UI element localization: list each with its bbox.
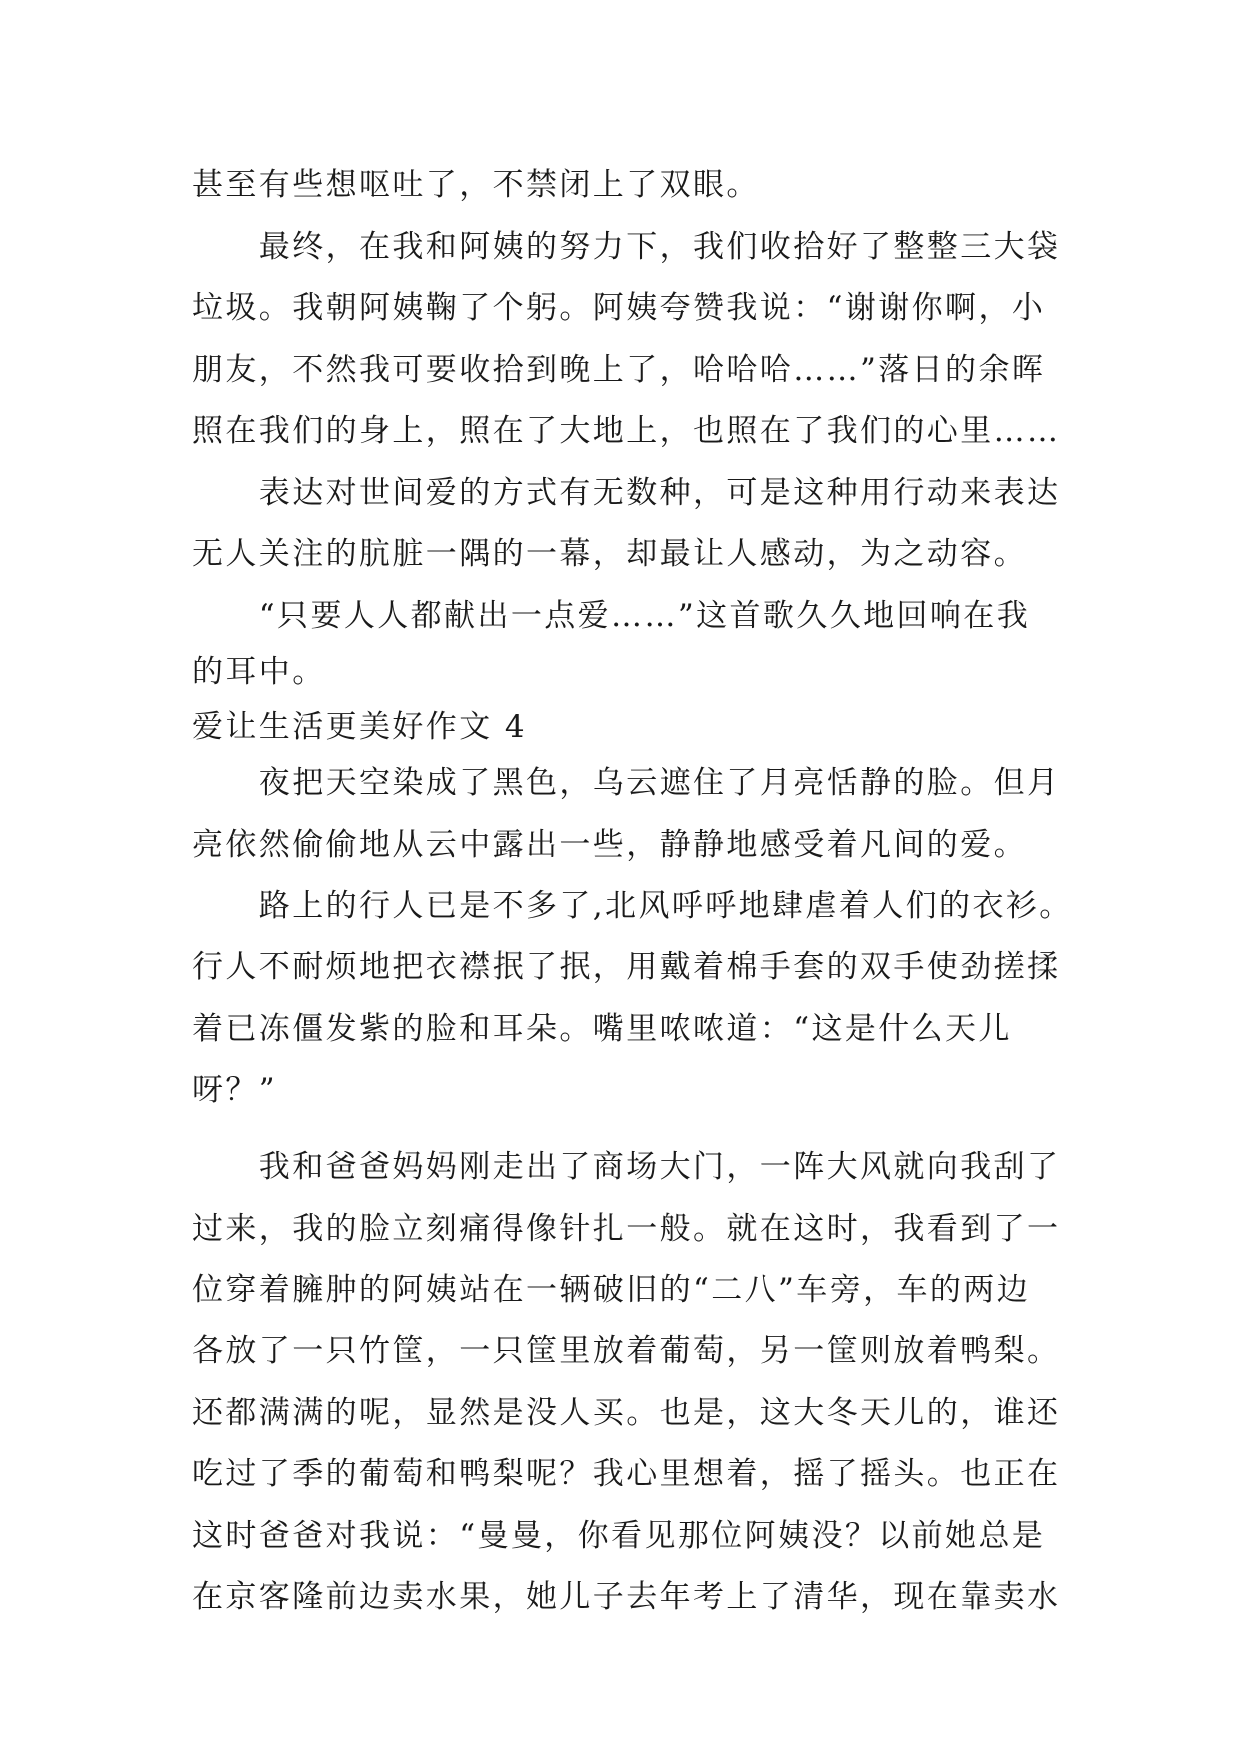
text-line: 路上的行人已是不多了,北风呼呼地肆虐着人们的衣衫。 bbox=[192, 888, 1073, 924]
section-heading: 爱让生活更美好作文 4 bbox=[192, 709, 527, 745]
text-line: “只要人人都献出一点爱……”这首歌久久地回响在我 bbox=[192, 598, 1031, 634]
text-line: 呀？” bbox=[192, 1072, 278, 1108]
text-line: 着已冻僵发紫的脸和耳朵。嘴里哝哝道：“这是什么天儿 bbox=[192, 1011, 1012, 1047]
text-line: 垃圾。我朝阿姨鞠了个躬。阿姨夸赞我说：“谢谢你啊，小 bbox=[192, 290, 1046, 326]
text-line: 夜把天空染成了黑色，乌云遮住了月亮恬静的脸。但月 bbox=[192, 765, 1061, 801]
text-line: 朋友，不然我可要收拾到晚上了，哈哈哈……”落日的余晖 bbox=[192, 352, 1046, 388]
text-line: 的耳中。 bbox=[192, 654, 326, 690]
text-line: 我和爸爸妈妈刚走出了商场大门，一阵大风就向我刮了 bbox=[192, 1149, 1061, 1185]
text-line: 照在我们的身上，照在了大地上，也照在了我们的心里…… bbox=[192, 413, 1061, 449]
text-line: 甚至有些想呕吐了，不禁闭上了双眼。 bbox=[192, 167, 760, 203]
text-line: 过来，我的脸立刻痛得像针扎一般。就在这时，我看到了一 bbox=[192, 1211, 1061, 1247]
text-line: 行人不耐烦地把衣襟抿了抿，用戴着棉手套的双手使劲搓揉 bbox=[192, 949, 1061, 985]
text-line: 位穿着臃肿的阿姨站在一辆破旧的“二八”车旁，车的两边 bbox=[192, 1272, 1031, 1308]
text-line: 吃过了季的葡萄和鸭梨呢？我心里想着，摇了摇头。也正在 bbox=[192, 1456, 1061, 1492]
text-line: 还都满满的呢，显然是没人买。也是，这大冬天儿的，谁还 bbox=[192, 1395, 1061, 1431]
text-line: 各放了一只竹筐，一只筐里放着葡萄，另一筐则放着鸭梨。 bbox=[192, 1333, 1061, 1369]
text-line: 无人关注的肮脏一隅的一幕，却最让人感动，为之动容。 bbox=[192, 536, 1027, 572]
text-line: 这时爸爸对我说：“曼曼，你看见那位阿姨没？以前她总是 bbox=[192, 1518, 1046, 1554]
text-line: 在京客隆前边卖水果，她儿子去年考上了清华，现在靠卖水 bbox=[192, 1579, 1061, 1615]
text-line: 亮依然偷偷地从云中露出一些，静静地感受着凡间的爱。 bbox=[192, 827, 1027, 863]
text-line: 表达对世间爱的方式有无数种，可是这种用行动来表达 bbox=[192, 475, 1061, 511]
text-line: 最终，在我和阿姨的努力下，我们收拾好了整整三大袋 bbox=[192, 229, 1061, 265]
